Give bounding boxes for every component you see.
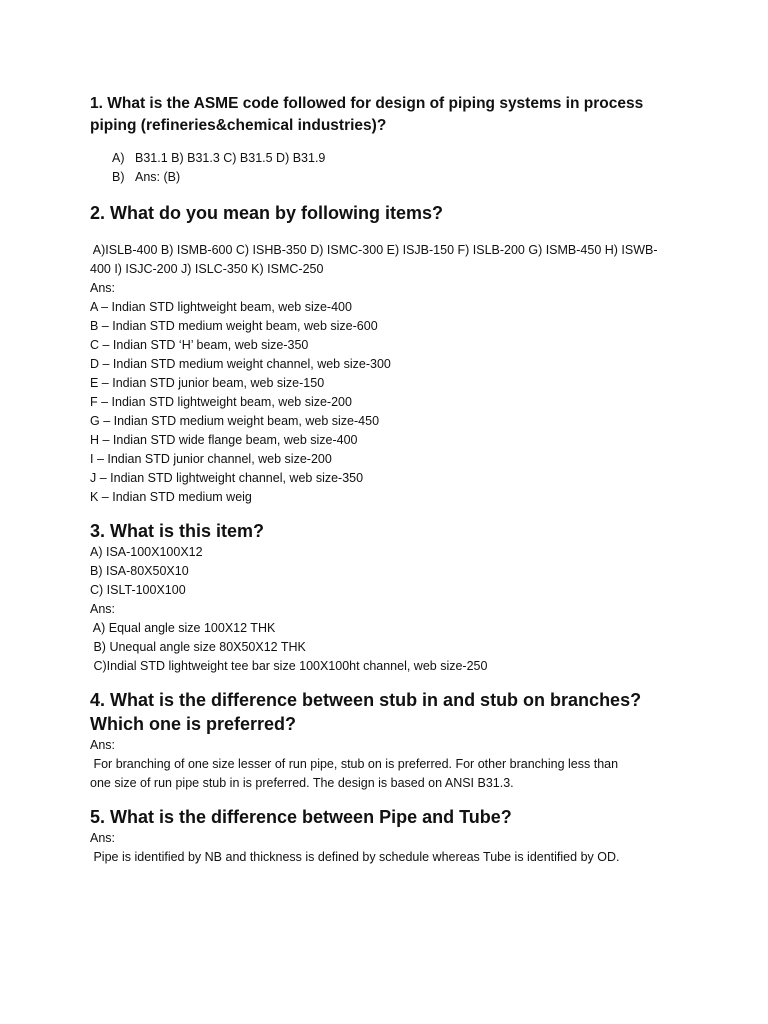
question-4-heading-line-1: 4. What is the difference between stub in and stub on branches? xyxy=(90,690,642,710)
question-3-item: B) ISA-80X50X10 xyxy=(90,564,189,578)
question-4-heading-line-2: Which one is preferred? xyxy=(90,714,297,734)
question-3-item: A) ISA-100X100X12 xyxy=(90,545,203,559)
question-3 xyxy=(90,519,710,676)
answer-line: I – Indian STD junior channel, web size-200 xyxy=(90,452,332,466)
question-3-ans-label: Ans: xyxy=(90,602,116,616)
answer-line: J – Indian STD lightweight channel, web size-350 xyxy=(90,471,364,485)
question-2 xyxy=(90,201,710,507)
answer-line: F – Indian STD lightweight beam, web size-200 xyxy=(90,395,352,409)
question-1-answer-row xyxy=(90,168,710,187)
list-item-text: B31.1 B) B31.3 C) B31.5 D) B31.9 xyxy=(135,151,326,165)
answer-line: K – Indian STD medium weig xyxy=(90,490,252,504)
answer-line: B – Indian STD medium weight beam, web size-600 xyxy=(90,319,378,333)
question-2-heading: 2. What do you mean by following items? xyxy=(90,203,444,223)
question-4-answer-line-2: one size of run pipe stub in is preferred. The design is based on ANSI B31.3. xyxy=(90,776,514,790)
question-4-ans-label: Ans: xyxy=(90,738,116,752)
answer-line: D – Indian STD medium weight channel, web size-300 xyxy=(90,357,391,371)
question-5 xyxy=(90,805,710,867)
answer-line: G – Indian STD medium weight beam, web size-450 xyxy=(90,414,380,428)
question-5-answer: Pipe is identified by NB and thickness is defined by schedule whereas Tube is identified by OD. xyxy=(90,850,620,864)
question-3-heading: 3. What is this item? xyxy=(90,521,265,541)
question-4 xyxy=(90,688,710,793)
list-marker: A) xyxy=(112,151,125,165)
document-content xyxy=(90,93,710,867)
answer-line: H – Indian STD wide flange beam, web size-400 xyxy=(90,433,358,447)
question-2-items-line-2: 400 I) ISJC-200 J) ISLC-350 K) ISMC-250 xyxy=(90,262,324,276)
answer-line: C – Indian STD ‘H’ beam, web size-350 xyxy=(90,338,309,352)
answer-line: C)Indial STD lightweight tee bar size 100X100ht channel, web size-250 xyxy=(90,659,488,673)
question-2-items-line-1: A)ISLB-400 B) ISMB-600 C) ISHB-350 D) ISMC-300 E) ISJB-150 F) ISLB-200 G) ISMB-450 H) ISWB- xyxy=(90,243,658,257)
question-1-heading-line-1: 1. What is the ASME code followed for design of piping systems in process xyxy=(90,95,644,112)
question-1 xyxy=(90,93,710,187)
question-4-answer-line-1: For branching of one size lesser of run pipe, stub on is preferred. For other branching less than xyxy=(90,757,619,771)
answer-line: A) Equal angle size 100X12 THK xyxy=(90,621,276,635)
question-1-option-row xyxy=(90,149,710,168)
question-2-ans-label: Ans: xyxy=(90,281,116,295)
question-1-heading-line-2: piping (refineries&chemical industries)? xyxy=(90,117,387,134)
answer-line: A – Indian STD lightweight beam, web size-400 xyxy=(90,300,352,314)
answer-line: B) Unequal angle size 80X50X12 THK xyxy=(90,640,306,654)
question-3-item: C) ISLT-100X100 xyxy=(90,583,186,597)
question-5-heading: 5. What is the difference between Pipe and Tube? xyxy=(90,807,512,827)
list-marker: B) xyxy=(112,170,125,184)
list-item-text: Ans: (B) xyxy=(135,170,181,184)
question-5-ans-label: Ans: xyxy=(90,831,116,845)
answer-line: E – Indian STD junior beam, web size-150 xyxy=(90,376,325,390)
